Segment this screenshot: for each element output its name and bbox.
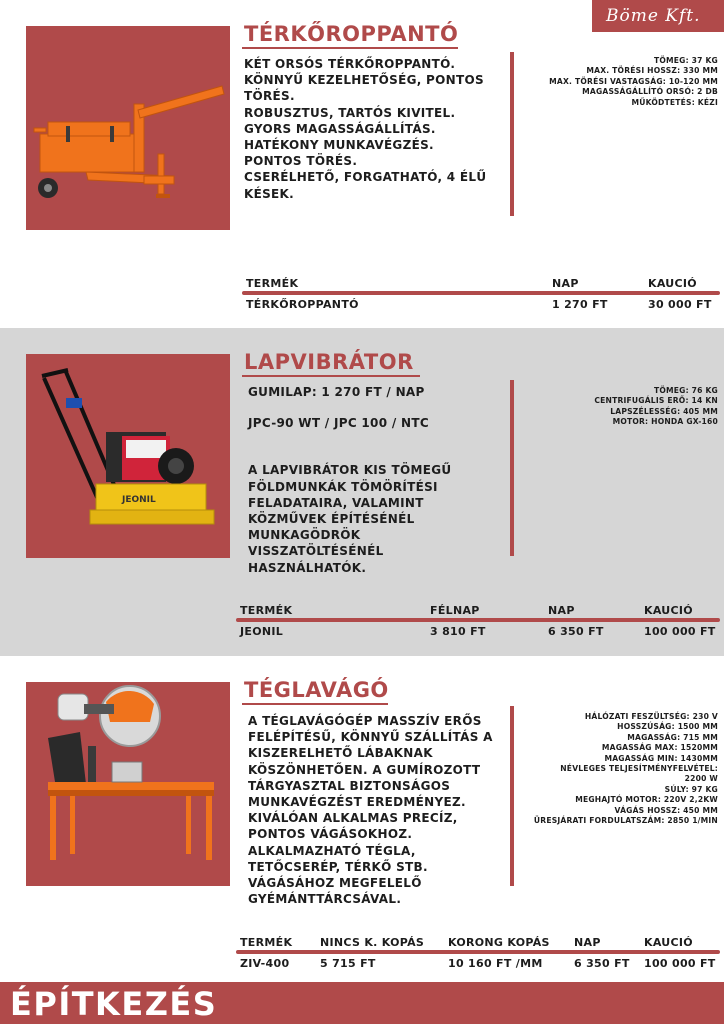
plate-compactor-image: [26, 354, 230, 558]
product-title: LAPVIBRÁTOR: [244, 350, 414, 374]
table-cell: 10 160 FT /MM: [448, 957, 543, 970]
spec-list: [594, 386, 718, 428]
table-cell: 30 000 FT: [648, 298, 712, 311]
spec-item: VÁGÁS HOSSZ: 450 MM: [614, 805, 718, 815]
description-line: KÖNNYŰ KEZELHETŐSÉG, PONTOS TÖRÉS.: [244, 73, 484, 104]
table-rule: [236, 618, 720, 622]
table-header-halfday: FÉLNAP: [430, 604, 480, 617]
spec-item: HÁLÓZATI FESZÜLTSÉG: 230 V: [584, 712, 718, 721]
company-logo: [592, 0, 724, 32]
table-cell: 5 715 FT: [320, 957, 376, 970]
spec-item: 2200 W: [684, 774, 718, 784]
table-header-product: TERMÉK: [240, 936, 293, 949]
table-header-day: NAP: [552, 277, 579, 290]
table-header-day: NAP: [548, 604, 575, 617]
spec-list: [534, 712, 718, 826]
table-rule: [236, 950, 720, 954]
brick-saw-image: [26, 682, 230, 886]
table-cell: 1 270 FT: [552, 298, 608, 311]
svg-text:JEONIL: JEONIL: [122, 495, 156, 505]
spec-item: MAX. TÖRÉSI VASTAGSÁG: 10-120 MM: [549, 76, 718, 86]
title-underline: [242, 375, 420, 377]
description-line: PONTOS TÖRÉS.: [244, 154, 358, 169]
description-line: A LAPVIBRÁTOR KIS TÖMEGŰ FÖLDMUNKÁK TÖMÖRÍTÉSI FELADATAIRA, VALAMINT KÖZMŰVEK ÉPÍTÉSÉNÉL MUNKAGÖDRÖK VISSZATÖLTÉSÉNÉL HASZNÁLHATÓK.: [248, 463, 452, 575]
product-title: TÉRKŐROPPANTÓ: [244, 22, 459, 46]
description-line: GUMILAP: 1 270 FT / NAP: [248, 385, 425, 399]
spec-item: TÖMEG: 37 KG: [653, 56, 718, 65]
table-cell: TÉRKŐROPPANTÓ: [246, 298, 359, 311]
table-cell: 100 000 FT: [644, 625, 716, 638]
table-cell: JEONIL: [240, 625, 284, 638]
table-cell: 6 350 FT: [548, 625, 604, 638]
table-header-deposit: KAUCIÓ: [644, 604, 693, 617]
spec-item: TÖMEG: 76 KG: [653, 386, 718, 395]
logo-text: Böme Kft.: [606, 6, 701, 26]
spec-item: MAGASSÁG MIN: 1430MM: [604, 753, 718, 763]
table-cell: 100 000 FT: [644, 957, 716, 970]
footer-title: ÉPÍTKEZÉS: [10, 985, 218, 1023]
spec-item: ÜRESJÁRATI FORDULATSZÁM: 2850 1/MIN: [533, 816, 718, 826]
product-description: [248, 384, 500, 576]
spec-item: NÉVLEGES TELJESÍTMÉNYFELVÉTEL:: [560, 764, 718, 774]
spec-item: LAPSZÉLESSÉG: 405 MM: [610, 406, 718, 416]
table-header-product: TERMÉK: [246, 277, 299, 290]
product-description: [244, 56, 500, 202]
table-header-no-wear: NINCS K. KOPÁS: [320, 936, 425, 949]
spec-item: MAGASSÁGÁLLÍTÓ ORSÓ: 2 DB: [582, 87, 718, 97]
spec-item: HOSSZÚSÁG: 1500 MM: [617, 722, 718, 732]
table-header-disc-wear: KORONG KOPÁS: [448, 936, 550, 949]
divider-bar: [510, 52, 514, 216]
description-line: ROBUSZTUS, TARTÓS KIVITEL.: [244, 105, 456, 120]
table-header-deposit: KAUCIÓ: [648, 277, 697, 290]
spec-item: SÚLY: 97 KG: [664, 784, 718, 794]
product-title: TÉGLAVÁGÓ: [244, 678, 389, 702]
description-line: GYORS MAGASSÁGÁLLÍTÁS.: [244, 121, 436, 136]
table-cell: 6 350 FT: [574, 957, 630, 970]
product-description: [248, 713, 504, 907]
paver-splitter-image: [26, 26, 230, 230]
spec-list: [549, 56, 718, 108]
spec-item: MŰKÖDTETÉS: KÉZI: [631, 97, 718, 107]
spec-item: MEGHAJTÓ MOTOR: 220V 2,2KW: [575, 795, 718, 805]
table-cell: 3 810 FT: [430, 625, 486, 638]
spec-item: MAGASSÁG: 715 MM: [627, 732, 718, 742]
spec-item: MOTOR: HONDA GX-160: [612, 417, 718, 427]
table-header-deposit: KAUCIÓ: [644, 936, 693, 949]
description-line: CSERÉLHETŐ, FORGATHATÓ, 4 ÉLŰ KÉSEK.: [244, 170, 487, 201]
table-header-product: TERMÉK: [240, 604, 293, 617]
description-line: A TÉGLAVÁGÓGÉP MASSZÍV ERŐS FELÉPÍTÉSŰ, KÖNNYŰ SZÁLLÍTÁS A KISZERELHETŐ LÁBAKNAK KÖSZÖNHETŐEN. A GUMÍROZOTT TÁRGYASZTAL BIZTONSÁGOS MUNKAVÉGZÉST EREDMÉNYEZ. KIVÁLÓAN ALKALMAS PRECÍZ, PONTOS VÁGÁSOKHOZ.: [248, 714, 493, 842]
description-line: KÉT ORSÓS TÉRKŐROPPANTÓ.: [244, 57, 456, 71]
spec-item: CENTRIFUGÁLIS ERŐ: 14 KN: [594, 396, 718, 406]
description-line: ALKALMAZHATÓ TÉGLA, TETŐCSERÉP, TÉRKŐ STB. VÁGÁSÁHOZ MEGFELELŐ GYÉMÁNTTÁRCSÁVAL.: [248, 843, 428, 907]
title-underline: [242, 47, 458, 49]
table-rule: [242, 291, 720, 295]
table-cell: ZIV-400: [240, 957, 290, 970]
description-line: JPC-90 WT / JPC 100 / NTC: [248, 416, 429, 431]
divider-bar: [510, 380, 514, 556]
spec-item: MAX. TÖRÉSI HOSSZ: 330 MM: [586, 66, 718, 76]
table-header-day: NAP: [574, 936, 601, 949]
title-underline: [242, 703, 388, 705]
footer-banner: [0, 982, 724, 1024]
spec-item: MAGASSÁG MAX: 1520MM: [601, 743, 718, 753]
divider-bar: [510, 706, 514, 886]
description-line: HATÉKONY MUNKAVÉGZÉS.: [244, 138, 434, 153]
